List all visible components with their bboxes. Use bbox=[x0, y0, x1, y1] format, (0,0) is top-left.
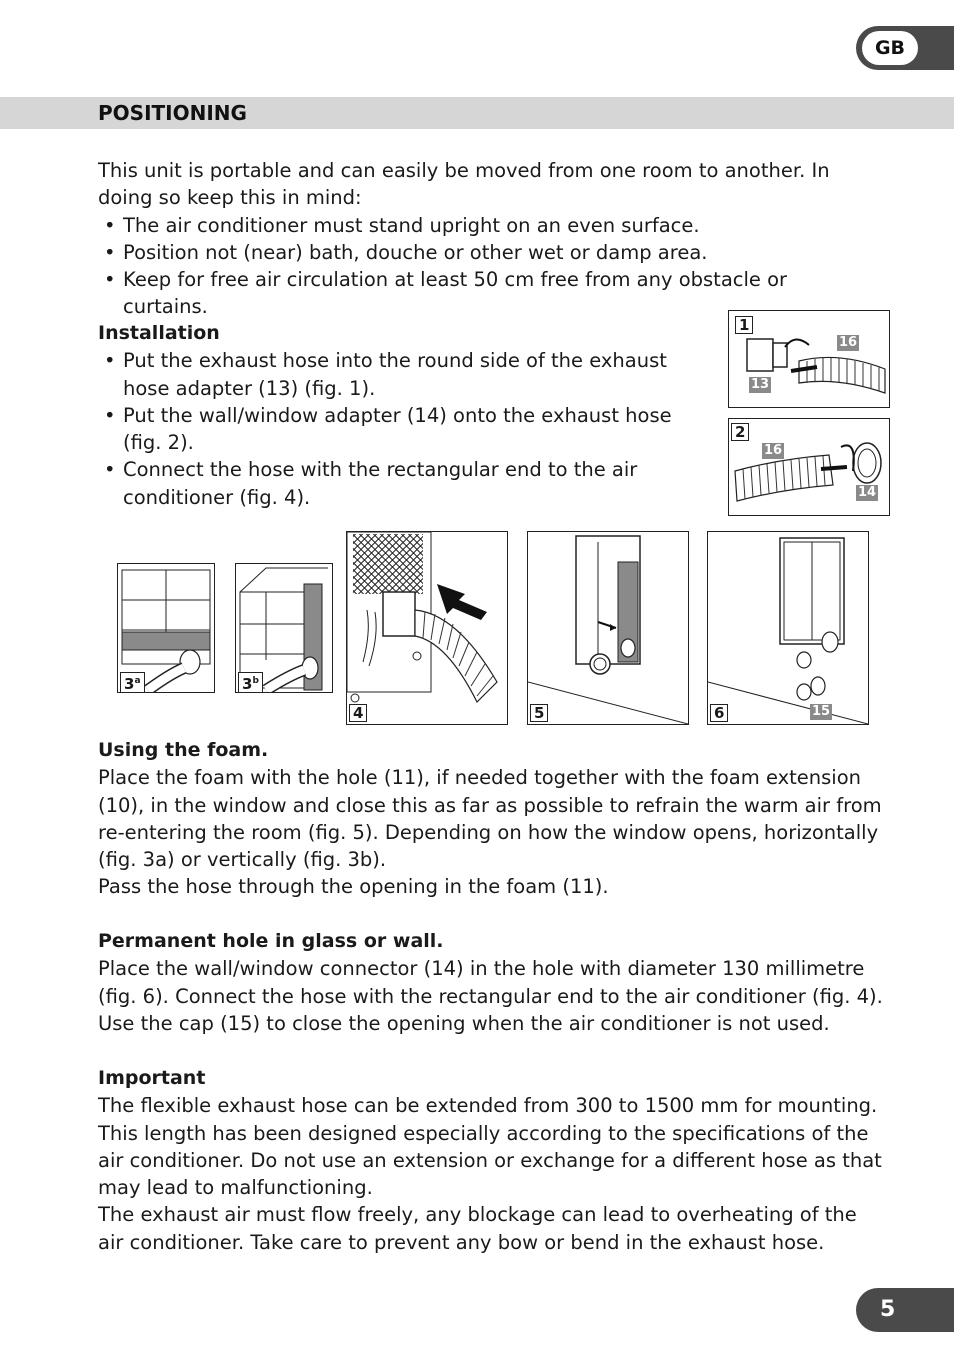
figure-2 bbox=[728, 418, 890, 516]
intro-text: This unit is portable and can easily be moved from one room to another. In doing so keep this in mind: bbox=[98, 159, 830, 210]
foam-block bbox=[98, 737, 888, 901]
language-tab bbox=[856, 26, 954, 70]
list-item: • Put the exhaust hose into the round side of the exhaust hose adapter (13) (fig. 1). bbox=[98, 347, 698, 402]
paragraph: Place the foam with the hole (11), if needed together with the foam extension (10), in the window and close this as far as possible to refrain the warm air from re-entering the room (fig. 5). Depending on how the window opens, horizontally (fig. 3a) or vertically (fig. 3b). bbox=[98, 766, 882, 872]
installation-bullets bbox=[98, 347, 698, 511]
installation-heading: Installation bbox=[98, 322, 220, 344]
paragraph: The exhaust air must flow freely, any blockage can lead to overheating of the air conditioner. Take care to prevent any bow or bend in the exhaust hose. bbox=[98, 1203, 857, 1254]
figure-number: 4 bbox=[349, 704, 367, 722]
part-label: 16 bbox=[764, 443, 783, 458]
important-heading: Important bbox=[98, 1067, 206, 1089]
figure-number: 1 bbox=[735, 316, 753, 334]
intro-bullets bbox=[98, 212, 868, 321]
list-item: • Put the wall/window adapter (14) onto the exhaust hose (fig. 2). bbox=[98, 402, 698, 457]
list-item: • Connect the hose with the rectangular end to the air conditioner (fig. 4). bbox=[98, 456, 698, 511]
list-item: • Keep for free air circulation at least 50 cm free from any obstacle or curtains. bbox=[98, 266, 868, 321]
paragraph: Pass the hose through the opening in the foam (11). bbox=[98, 875, 609, 899]
figure-1 bbox=[728, 310, 890, 408]
list-item: • Position not (near) bath, douche or other wet or damp area. bbox=[98, 239, 868, 266]
part-label: 13 bbox=[751, 377, 770, 392]
figure-number: 3$^b$ bbox=[238, 672, 263, 693]
permanent-block bbox=[98, 928, 888, 1037]
figure-number: 3$^a$ bbox=[120, 672, 145, 693]
permanent-heading: Permanent hole in glass or wall. bbox=[98, 930, 444, 952]
foam-heading: Using the foam. bbox=[98, 739, 269, 761]
installation-block bbox=[98, 320, 698, 511]
figure-5 bbox=[527, 531, 689, 725]
section-title: POSITIONING bbox=[98, 101, 247, 125]
page-number: 5 bbox=[880, 1297, 896, 1322]
paragraph: The flexible exhaust hose can be extended from 300 to 1500 mm for mounting. This length has been designed especially according to the specifications of the air conditioner. Do not use an extension or exchange for a different hose as that may lead to malfunctioning. bbox=[98, 1094, 882, 1200]
paragraph: Place the wall/window connector (14) in the hole with diameter 130 millimetre (fig. 6). Connect the hose with the rectangular end to the air conditioner (fig. 4). Use the cap (15) to close the opening when the air conditioner is not used. bbox=[98, 957, 883, 1035]
page-number-tab bbox=[856, 1288, 954, 1332]
window-foam-illustration bbox=[528, 532, 688, 724]
figure-number: 2 bbox=[731, 423, 749, 441]
list-item: • The air conditioner must stand upright on an even surface. bbox=[98, 212, 868, 239]
part-label: 16 bbox=[839, 335, 858, 350]
important-block bbox=[98, 1065, 888, 1256]
figure-number: 6 bbox=[710, 704, 728, 722]
wall-hole-illustration bbox=[708, 532, 868, 724]
figure-3a bbox=[117, 563, 215, 693]
air-conditioner-connection-illustration bbox=[347, 532, 507, 724]
figure-4 bbox=[346, 531, 508, 725]
section-header bbox=[0, 97, 954, 129]
part-label: 14 bbox=[858, 485, 877, 500]
figure-6 bbox=[707, 531, 869, 725]
figure-3b bbox=[235, 563, 333, 693]
part-label: 15 bbox=[812, 704, 831, 719]
intro-block bbox=[98, 157, 868, 321]
figure-number: 5 bbox=[530, 704, 548, 722]
language-label: GB bbox=[862, 31, 918, 65]
